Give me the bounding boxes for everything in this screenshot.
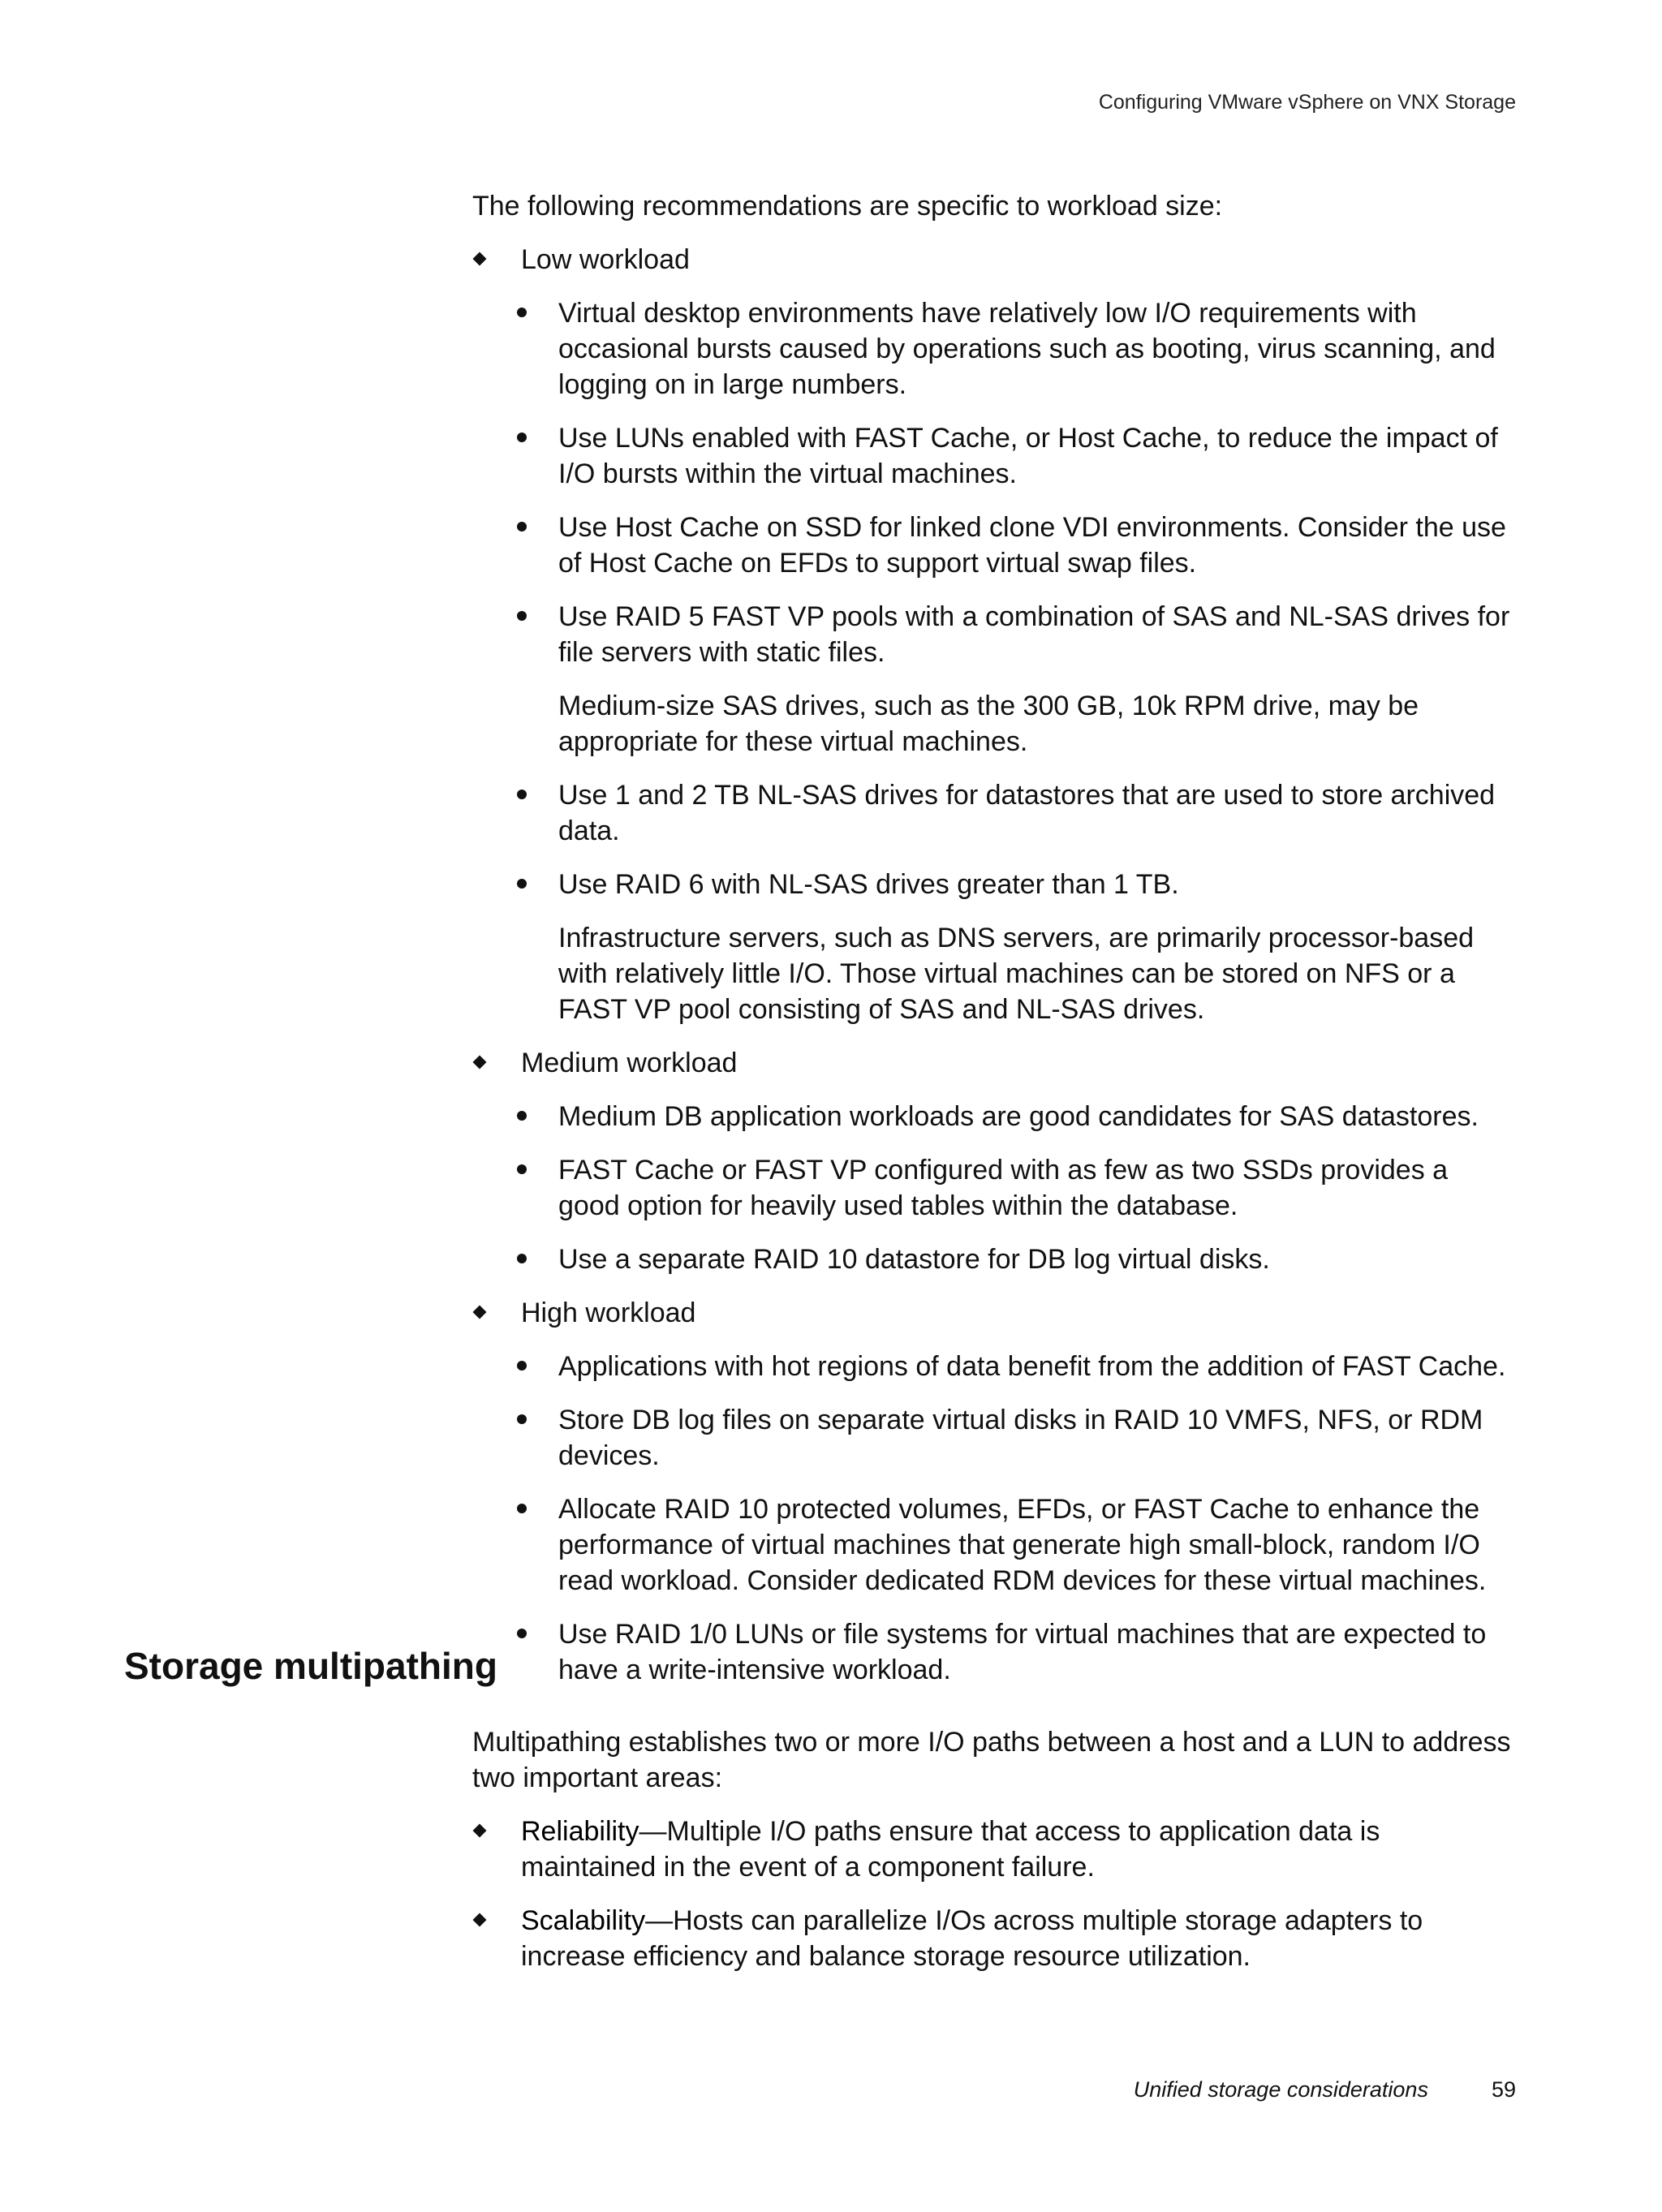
round-bullet-icon (517, 1164, 527, 1174)
round-bullet-icon (517, 308, 527, 317)
workload-medium (472, 1045, 1515, 1277)
round-bullet-icon (517, 1504, 527, 1513)
round-bullet-icon (517, 1414, 527, 1424)
list-item: FAST Cache or FAST VP configured with as few as two SSDs provides a good option for heavily used tables within the database. (472, 1152, 1515, 1224)
running-header: Configuring VMware vSphere on VNX Storage (1098, 91, 1516, 114)
list-item: Use LUNs enabled with FAST Cache, or Host Cache, to reduce the impact of I/O bursts within the virtual machines. (472, 420, 1515, 492)
list-item: Use RAID 1/0 LUNs or file systems for virtual machines that are expected to have a write-intensive workload. (472, 1616, 1515, 1688)
intro-paragraph: The following recommendations are specific to workload size: (472, 191, 1223, 222)
round-bullet-icon (517, 879, 527, 889)
list-item: Store DB log files on separate virtual disks in RAID 10 VMFS, NFS, or RDM devices. (472, 1402, 1515, 1474)
section-heading: Storage multipathing (124, 1645, 497, 1687)
round-bullet-icon (517, 522, 527, 531)
list-item: Medium DB application workloads are good candidates for SAS datastores. (472, 1099, 1515, 1134)
footer-title: Unified storage considerations (1133, 2077, 1428, 2102)
term: Scalability (521, 1905, 646, 1936)
round-bullet-icon (517, 1254, 527, 1263)
list-item: Use RAID 5 FAST VP pools with a combination of SAS and NL-SAS drives for file servers with static files. (472, 599, 1515, 670)
list-item (472, 1814, 1515, 1885)
item-note: Infrastructure servers, such as DNS servers, are primarily processor-based with relatively little I/O. Those virtual machines can be stored on NFS or a FAST VP pool consisting of SAS and NL-SAS drives. (558, 923, 1475, 1025)
workload-label: Low workload (521, 244, 690, 275)
round-bullet-icon (517, 790, 527, 799)
round-bullet-icon (517, 1361, 527, 1371)
term-description: —Multiple I/O paths ensure that access to application data is maintained in the event of a component failure. (521, 1816, 1380, 1883)
page-footer (1134, 2077, 1516, 2102)
workload-low (472, 242, 1515, 1027)
workload-high (472, 1295, 1515, 1688)
item-note: Medium-size SAS drives, such as the 300 GB, 10k RPM drive, may be appropriate for these virtual machines. (558, 691, 1419, 757)
list-item: Use Host Cache on SSD for linked clone VDI environments. Consider the use of Host Cache on EFDs to support virtual swap files. (472, 510, 1515, 581)
list-item: Use RAID 6 with NL-SAS drives greater than 1 TB. (472, 867, 1515, 902)
round-bullet-icon (517, 611, 527, 621)
diamond-bullet-icon (473, 1306, 487, 1319)
diamond-bullet-icon (473, 1824, 487, 1838)
list-item: Use 1 and 2 TB NL-SAS drives for datastores that are used to store archived data. (472, 777, 1515, 849)
round-bullet-icon (517, 1629, 527, 1638)
diamond-bullet-icon (473, 1913, 487, 1927)
term: Reliability (521, 1816, 639, 1847)
workload-recommendations (472, 188, 1515, 1706)
list-item (472, 1903, 1515, 1974)
diamond-bullet-icon (473, 1056, 487, 1069)
list-item: Applications with hot regions of data benefit from the addition of FAST Cache. (472, 1349, 1515, 1384)
workload-label: High workload (521, 1298, 696, 1328)
diamond-bullet-icon (473, 252, 487, 266)
term-description: —Hosts can parallelize I/Os across multiple storage adapters to increase efficiency and balance storage resource utilization. (521, 1905, 1423, 1972)
section-intro: Multipathing establishes two or more I/O paths between a host and a LUN to address two important areas: (472, 1727, 1511, 1793)
round-bullet-icon (517, 433, 527, 442)
page-number: 59 (1491, 2077, 1516, 2102)
round-bullet-icon (517, 1111, 527, 1121)
list-item: Virtual desktop environments have relatively low I/O requirements with occasional bursts caused by operations such as booting, virus scanning, and logging on in large numbers. (472, 295, 1515, 402)
multipathing-section (472, 1724, 1515, 1992)
workload-label: Medium workload (521, 1048, 738, 1078)
list-item: Allocate RAID 10 protected volumes, EFDs, or FAST Cache to enhance the performance of virtual machines that generate high small-block, random I/O read workload. Consider dedicated RDM devices for these virtual machines. (472, 1491, 1515, 1599)
list-item: Use a separate RAID 10 datastore for DB log virtual disks. (472, 1242, 1515, 1277)
